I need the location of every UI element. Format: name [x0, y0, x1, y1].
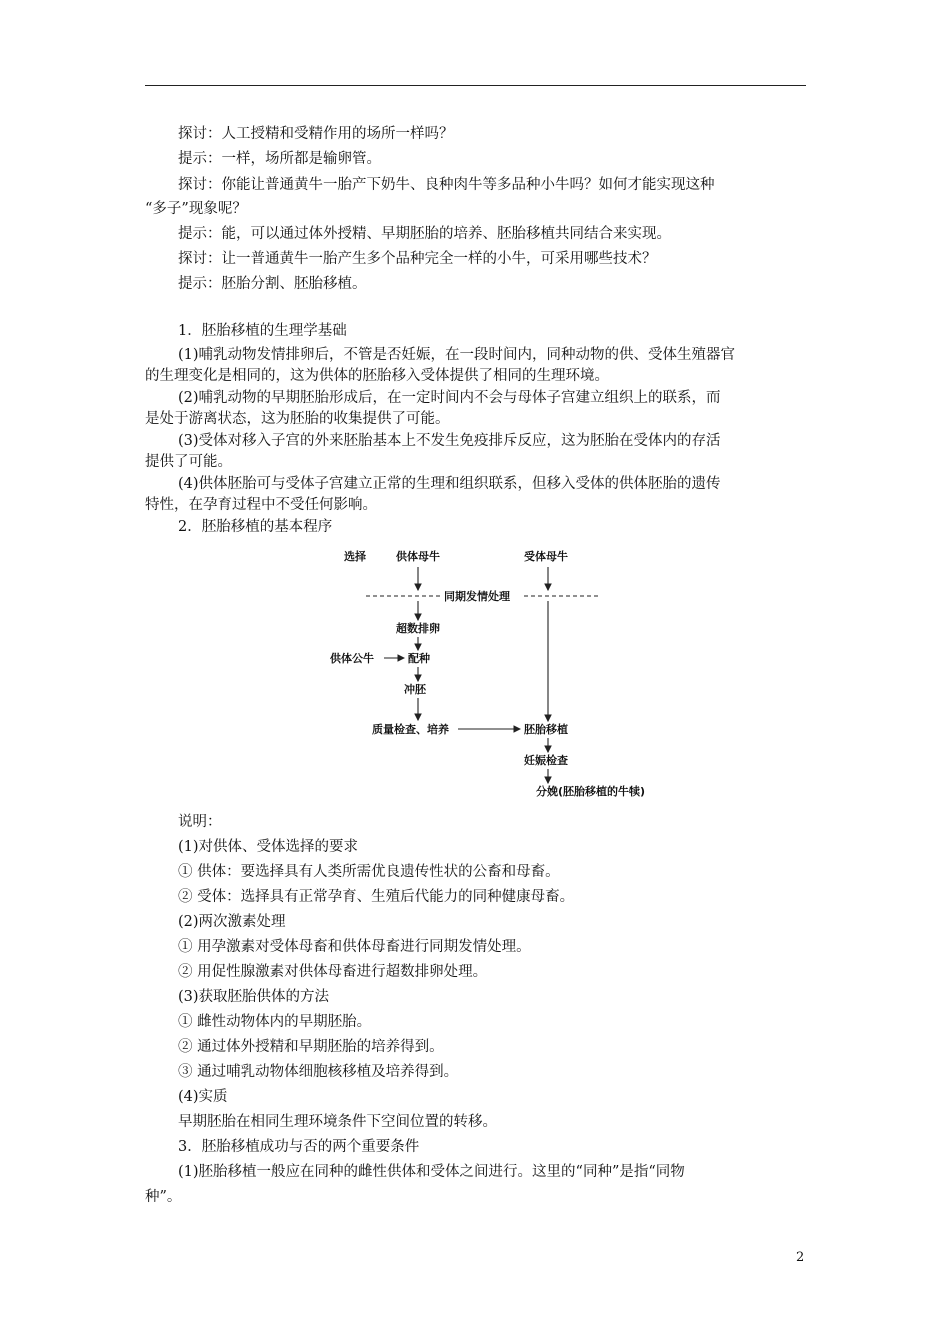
section2-heading: 2．胚胎移植的基本程序 [178, 519, 333, 535]
label-recipient-cow: 受体母牛 [524, 550, 568, 563]
label-birth: 分娩(胚胎移植的牛犊) [536, 785, 646, 798]
note-line: (3)获取胚胎供体的方法 [178, 989, 330, 1005]
note-line: ① 用孕激素对受体母畜和供体母畜进行同期发情处理。 [178, 939, 531, 955]
section1-line: 的生理变化是相同的，这为供体的胚胎移入受体提供了相同的生理环境。 [145, 368, 609, 384]
note-line: ② 受体：选择具有正常孕育、生殖后代能力的同种健康母畜。 [178, 889, 575, 905]
note-line: (1)对供体、受体选择的要求 [178, 839, 359, 855]
page-number: 2 [796, 1250, 805, 1265]
label-donor-cow: 供体母牛 [396, 550, 440, 563]
discussion-line: 提示：一样，场所都是输卵管。 [178, 151, 381, 167]
label-mating: 配种 [408, 652, 430, 665]
discussion-line: 探讨：让一普通黄牛一胎产生多个品种完全一样的小牛，可采用哪些技术？ [178, 251, 657, 267]
section3-line: 种”。 [145, 1189, 182, 1205]
header-rule [145, 85, 806, 86]
label-superovulation: 超数排卵 [396, 622, 440, 635]
section1-line: 特性，在孕育过程中不受任何影响。 [145, 497, 377, 513]
section1-line: 提供了可能。 [145, 454, 232, 470]
label-pregnancy-check: 妊娠检查 [524, 754, 568, 767]
note-line: ③ 通过哺乳动物体细胞核移植及培养得到。 [178, 1064, 459, 1080]
discussion-line: “多子”现象呢？ [145, 201, 247, 217]
note-line: 早期胚胎在相同生理环境条件下空间位置的转移。 [178, 1114, 497, 1130]
section1-line: (4)供体胚胎可与受体子宫建立正常的生理和组织联系，但移入受体的供体胚胎的遗传 [178, 476, 721, 492]
section1-line: (3)受体对移入子宫的外来胚胎基本上不发生免疫排斥反应，这为胚胎在受体内的存活 [178, 433, 721, 449]
discussion-line: 探讨：你能让普通黄牛一胎产下奶牛、良种肉牛等多品种小牛吗？如何才能实现这种 [178, 177, 715, 193]
note-line: (2)两次激素处理 [178, 914, 286, 930]
section1-line: (2)哺乳动物的早期胚胎形成后，在一定时间内不会与母体子宫建立组织上的联系，而 [178, 390, 721, 406]
embryo-transfer-flow-diagram [320, 540, 680, 810]
section1-line: 是处于游离状态，这为胚胎的收集提供了可能。 [145, 411, 450, 427]
discussion-line: 提示：胚胎分割、胚胎移植。 [178, 276, 367, 292]
label-donor-bull: 供体公牛 [330, 652, 374, 665]
note-line: ② 用促性腺激素对供体母畜进行超数排卵处理。 [178, 964, 488, 980]
section1-heading: 1．胚胎移植的生理学基础 [178, 323, 347, 339]
discussion-line: 提示：能，可以通过体外授精、早期胚胎的培养、胚胎移植共同结合来实现。 [178, 226, 671, 242]
note-line: ② 通过体外授精和早期胚胎的培养得到。 [178, 1039, 444, 1055]
note-line: ① 供体：要选择具有人类所需优良遗传性状的公畜和母畜。 [178, 864, 560, 880]
section1-line: (1)哺乳动物发情排卵后，不管是否妊娠，在一段时间内，同种动物的供、受体生殖器官 [178, 347, 736, 363]
note-line: ① 雌性动物体内的早期胚胎。 [178, 1014, 372, 1030]
label-quality-check: 质量检查、培养 [372, 723, 449, 736]
section3-line: (1)胚胎移植一般应在同种的雌性供体和受体之间进行。这里的“同种”是指“同物 [178, 1164, 685, 1180]
label-transfer: 胚胎移植 [524, 723, 568, 736]
note-line: (4)实质 [178, 1089, 228, 1105]
discussion-line: 探讨：人工授精和受精作用的场所一样吗？ [178, 126, 454, 142]
section3-heading: 3．胚胎移植成功与否的两个重要条件 [178, 1139, 420, 1155]
label-select: 选择 [344, 550, 366, 563]
label-sync: 同期发情处理 [444, 590, 510, 603]
note-line: 说明： [178, 814, 222, 830]
label-flush: 冲胚 [404, 683, 426, 696]
